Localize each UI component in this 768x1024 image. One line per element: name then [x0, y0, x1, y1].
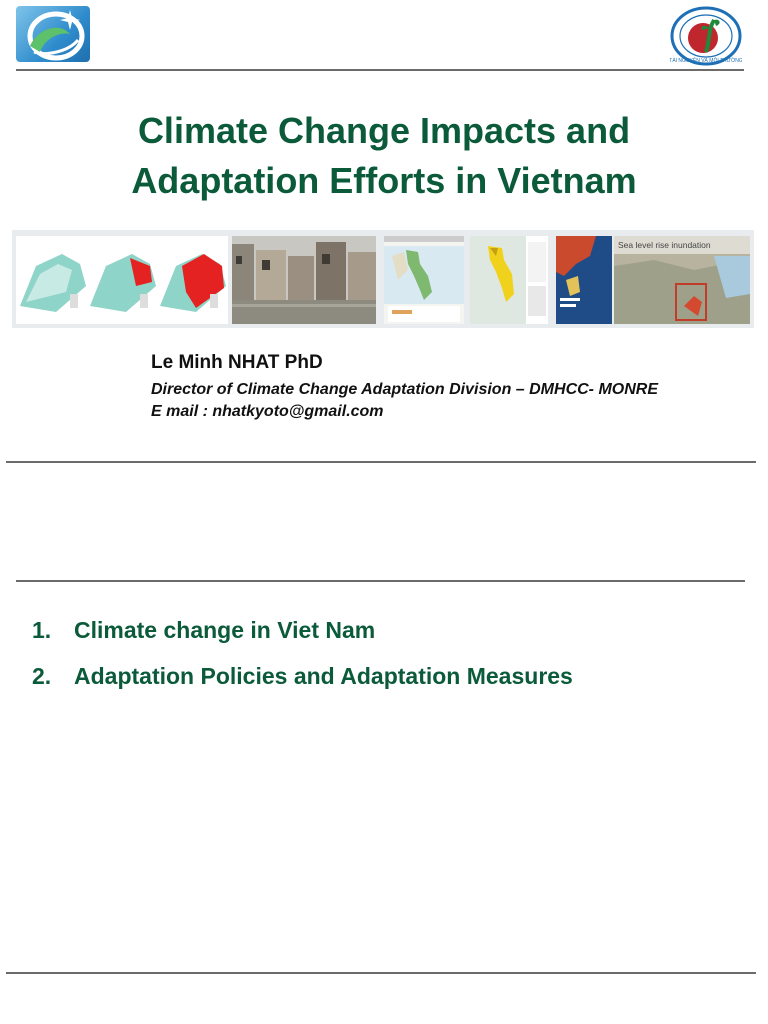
delta-flood-maps	[16, 236, 228, 324]
author-email: E mail : nhatkyoto@gmail.com	[151, 403, 384, 420]
delta-map-2	[90, 254, 156, 312]
image-strip	[12, 230, 754, 328]
agenda-item-1	[32, 617, 375, 644]
header-divider	[16, 69, 744, 71]
delta-map-3	[160, 254, 226, 312]
title-line-1: Climate Change Impacts and	[137, 110, 631, 151]
author-name: Le Minh NHAT PhD	[151, 352, 323, 373]
vietnam-map-1	[384, 236, 464, 324]
agenda-text: Adaptation Policies and Adaptation Measures	[74, 663, 573, 689]
delta-map-1	[20, 254, 86, 312]
author-position: Director of Climate Change Adaptation Division – DMHCC- MONRE	[151, 381, 658, 398]
flooded-houses-photo	[232, 236, 376, 324]
agenda-text: Climate change in Viet Nam	[74, 617, 376, 643]
title-line-2: Adaptation Efforts in Vietnam	[131, 160, 637, 201]
vietnam-map-2	[470, 236, 548, 324]
seal-text: TÀI NGUYÊN VÀ MÔI TRƯỜNG	[670, 58, 742, 64]
sea-level-inundation-map	[614, 236, 750, 324]
agenda-item-2	[32, 663, 573, 690]
section-divider-1	[6, 461, 756, 463]
southeast-asia-map	[556, 236, 612, 324]
inundation-label: Sea level rise inundation	[618, 240, 711, 250]
agenda-number: 2.	[32, 663, 52, 689]
footer-divider	[6, 972, 756, 974]
ocean-earth-logo	[16, 6, 90, 62]
agenda-number: 1.	[32, 617, 52, 643]
monre-seal-logo	[670, 6, 742, 66]
section-divider-2	[16, 580, 745, 582]
